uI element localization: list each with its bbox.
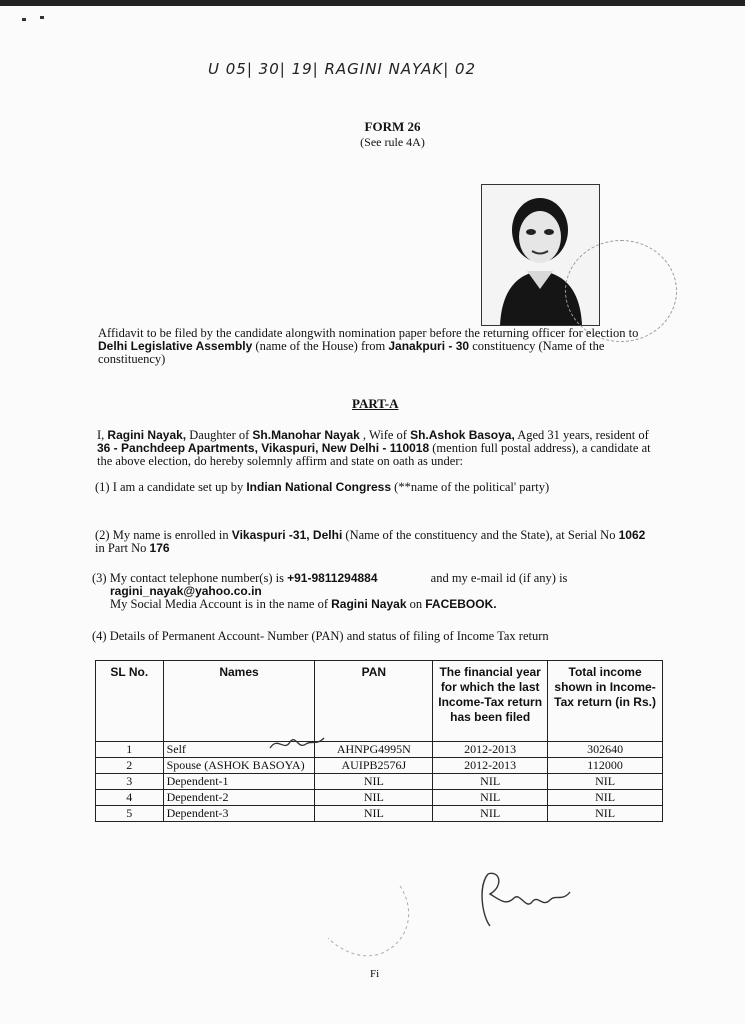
item-2-enrolment: (2) My name is enrolled in Vikaspuri -31, Delhi (Name of the constituency and the State), at Serial No 1062 in Part No 176 <box>95 528 646 555</box>
initials-signature <box>268 732 328 754</box>
table-row <box>96 790 663 806</box>
cell-total-income: NIL <box>548 790 663 806</box>
candidate-declaration: I, Ragini Nayak, Daughter of Sh.Manohar Nayak , Wife of Sh.Ashok Basoya, Aged 31 years, resident of 36 - Panchdeep Apartments, Vikaspuri, New Delhi - 110018 (mention full postal address), a candidate at the above election, do hereby solemnly affirm and state on oath as under: <box>97 428 651 468</box>
item-4-pan-details: (4) Details of Permanent Account- Number (PAN) and status of filing of Income Tax return <box>92 629 549 643</box>
item-1-party: (1) I am a candidate set up by Indian National Congress (**name of the political' party) <box>95 480 550 494</box>
cell-pan: AUIPB2576J <box>315 758 433 774</box>
cell-sl-no: 3 <box>96 774 164 790</box>
table-header-row <box>96 661 663 742</box>
candidate-signature <box>470 866 580 936</box>
cell-total-income: 112000 <box>548 758 663 774</box>
header-names: Names <box>163 661 315 742</box>
header-sl-no: SL No. <box>96 661 164 742</box>
page-mark: Fi <box>370 968 380 980</box>
cell-financial-year: 2012-2013 <box>433 742 548 758</box>
cell-sl-no: 2 <box>96 758 164 774</box>
cell-financial-year: NIL <box>433 774 548 790</box>
table-row <box>96 742 663 758</box>
cell-sl-no: 5 <box>96 806 164 822</box>
cell-name: Spouse (ASHOK BASOYA) <box>163 758 315 774</box>
cell-total-income: 302640 <box>548 742 663 758</box>
affidavit-intro: Affidavit to be filed by the candidate alongwith nomination paper before the returning officer for election to Delhi Legislative Assembly (name of the House) from Janakpuri - 30 constituency (Name of the constituency) <box>98 326 639 366</box>
header-total-income: Total income shown in Income-Tax return (in Rs.) <box>548 661 663 742</box>
cell-financial-year: 2012-2013 <box>433 758 548 774</box>
cell-name: Self <box>163 742 315 758</box>
form-subtitle: (See rule 4A) <box>360 135 425 149</box>
handwritten-reference-note: U 05| 30| 19| RAGINI NAYAK| 02 <box>208 60 477 78</box>
cell-pan: NIL <box>315 774 433 790</box>
scan-speck <box>22 18 26 21</box>
pan-details-table <box>95 660 663 822</box>
cell-pan: NIL <box>315 790 433 806</box>
scan-speck <box>40 16 44 19</box>
page-top-edge <box>0 0 745 6</box>
cell-sl-no: 4 <box>96 790 164 806</box>
cell-name: Dependent-2 <box>163 790 315 806</box>
cell-financial-year: NIL <box>433 790 548 806</box>
faint-stamp <box>320 880 420 960</box>
table-row <box>96 758 663 774</box>
table-row <box>96 806 663 822</box>
header-financial-year: The financial year for which the last Income-Tax return has been filed <box>433 661 548 742</box>
cell-pan: AHNPG4995N <box>315 742 433 758</box>
header-pan: PAN <box>315 661 433 742</box>
cell-financial-year: NIL <box>433 806 548 822</box>
form-title: FORM 26 <box>364 119 421 134</box>
cell-sl-no: 1 <box>96 742 164 758</box>
table-row <box>96 774 663 790</box>
cell-name: Dependent-3 <box>163 806 315 822</box>
cell-name: Dependent-1 <box>163 774 315 790</box>
cell-pan: NIL <box>315 806 433 822</box>
part-a-heading: PART-A <box>352 396 399 411</box>
cell-total-income: NIL <box>548 806 663 822</box>
item-3-contact: (3) My contact telephone number(s) is +91-9811294884 and my e-mail id (if any) is ragini_nayak@yahoo.co.in My Social Media Account is in the name of Ragini Nayak on FACEBOOK. <box>92 571 568 611</box>
cell-total-income: NIL <box>548 774 663 790</box>
